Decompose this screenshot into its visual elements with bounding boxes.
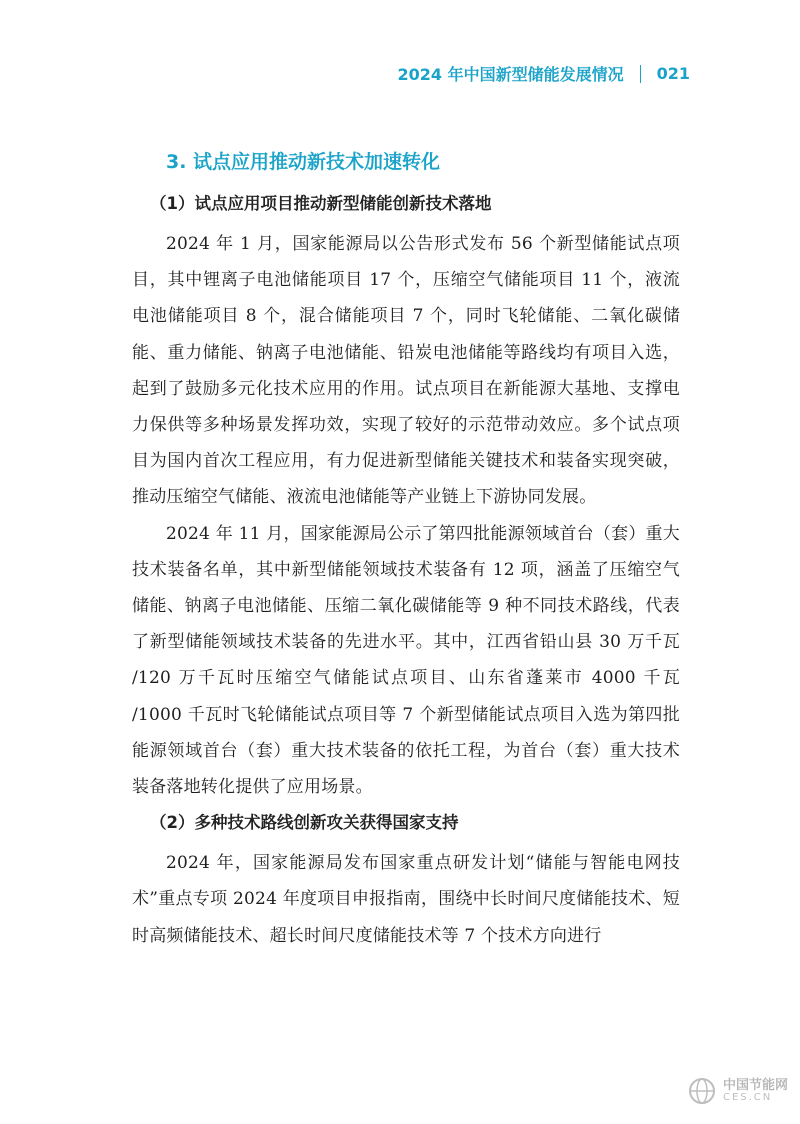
watermark-cn: 中国节能网 [722, 1077, 788, 1093]
header-divider [640, 65, 641, 83]
globe-logo-icon [687, 1076, 717, 1106]
paragraph-1: 2024 年 1 月，国家能源局以公告形式发布 56 个新型储能试点项目，其中锂离子电池储能项目 17 个，压缩空气储能项目 11 个，液流电池储能项目 8 个，混合储能项目 7 个，同时飞轮储能、二氧化碳储能、重力储能、钠离子电池储能、铅炭电池储能等路线均有项目入选，起到了鼓励多元化技术应用的作用。试点项目在新能源大基地、支撑电力保供等多种场景发挥功效，实现了较好的示范带动效应。多个试点项目为国内首次工程应用，有力促进新型储能关键技术和装备实现突破，推动压缩空气储能、液流电池储能等产业链上下游协同发展。 [132, 234, 680, 508]
watermark-en: CES.CN [722, 1091, 773, 1103]
section-heading: 3. 试点应用推动新技术加速转化 [166, 151, 441, 173]
subsection-1-heading: （1）试点应用项目推动新型储能创新技术落地 [150, 194, 492, 213]
header-title: 2024 年中国新型储能发展情况 [397, 65, 624, 84]
subsection-2-heading: （2）多种技术路线创新攻关获得国家支持 [150, 813, 459, 833]
paragraph-3: 2024 年，国家能源局发布国家重点研发计划“储能与智能电网技术”重点专项 2024 年度项目申报指南，围绕中长时间尺度储能技术、短时高频储能技术、超长时间尺度储能技术等 7 个技术方向进行 [132, 853, 680, 946]
watermark [687, 1076, 788, 1106]
main-content [132, 148, 680, 954]
page-header [397, 62, 690, 85]
paragraph-2: 2024 年 11 月，国家能源局公示了第四批能源领域首台（套）重大技术装备名单，其中新型储能领域技术装备有 12 项，涵盖了压缩空气储能、钠离子电池储能、压缩二氧化碳储能等 9 种不同技术路线，代表了新型储能领域技术装备的先进水平。其中，江西省铅山县 30 万千瓦 /120 万千瓦时压缩空气储能试点项目、山东省蓬莱市 4000 千瓦 /1000 千瓦时飞轮储能试点项目等 7 个新型储能试点项目入选为第四批能源领域首台（套）重大技术装备的依托工程，为首台（套）重大技术装备落地转化提供了应用场景。 [132, 523, 680, 798]
page-number: 021 [656, 64, 690, 83]
